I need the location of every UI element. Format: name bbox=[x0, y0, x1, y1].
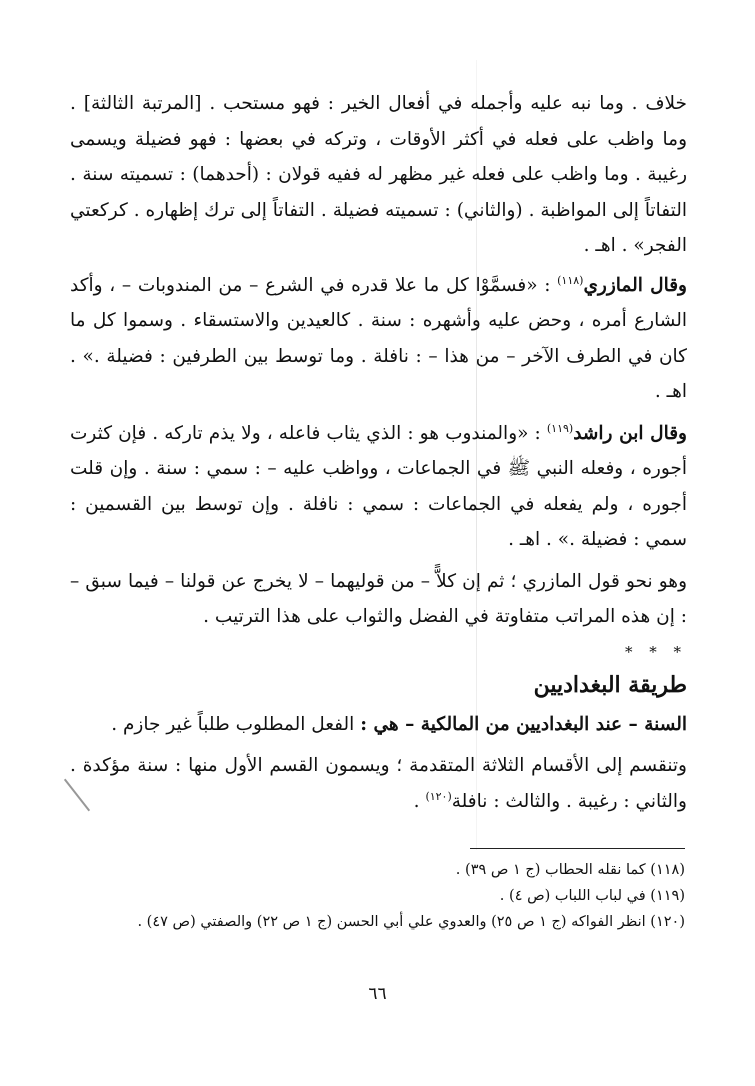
footnote-120: (١٢٠) انظر الفواكه (ج ١ ص ٢٥) والعدوي علي أبي الحسن (ج ١ ص ٢٢) والصفتي (ص ٤٧) . bbox=[137, 914, 685, 930]
divisions-text: وتنقسم إلى الأقسام الثلاثة المتقدمة ؛ ويسمون القسم الأول منها : سنة مؤكدة . والثاني : رغيبة . والثالث : نافلة bbox=[70, 755, 687, 812]
paragraph-definition bbox=[70, 707, 687, 743]
divisions-end: . bbox=[413, 790, 426, 812]
section-divider-stars: * * * bbox=[624, 642, 687, 661]
definition-text: الفعل المطلوب طلباً غير جازم . bbox=[111, 713, 361, 735]
paragraph-mazari bbox=[70, 268, 687, 410]
mazari-lead: وقال المازري bbox=[583, 274, 687, 296]
footnote-ref-120: (١٢٠) bbox=[425, 789, 452, 803]
paragraph-ibn-rashid bbox=[70, 416, 687, 558]
ibn-rashid-quote: : «والمندوب هو : الذي يثاب فاعله ، ولا يذم تاركه . فإن كثرت أجوره ، وفعله النبي ﷺ في الجماعات ، وواظب عليه – : سمي : سنة . وإن قلت أجوره ، ولم يفعله في الجماعات : سمي : نافلة . وإن توسط بين القسمين : سمي : فضيلة .» . اهـ . bbox=[70, 422, 687, 550]
footnote-118: (١١٨) كما نقله الحطاب (ج ١ ص ٣٩) . bbox=[455, 862, 685, 878]
footnote-ref-118: (١١٨) bbox=[557, 273, 584, 287]
footnote-119: (١١٩) في لباب اللباب (ص ٤) . bbox=[499, 888, 685, 904]
page-number: ٦٦ bbox=[368, 984, 387, 1004]
ibn-rashid-lead: وقال ابن راشد bbox=[573, 422, 687, 444]
section-heading: طريقة البغداديين bbox=[533, 671, 687, 698]
footnote-ref-119: (١١٩) bbox=[546, 421, 574, 435]
paragraph-summary: وهو نحو قول المازري ؛ ثم إن كلاًّ – من قوليهما – لا يخرج عن قولنا – فيما سبق – : إن هذه المراتب متفاوتة في الفضل والثواب على هذا الترتيب . bbox=[70, 570, 687, 627]
paragraph-1: خلاف . وما نبه عليه وأجمله في أفعال الخير : فهو مستحب . [المرتبة الثالثة] . وما واظب على فعله في أكثر الأوقات ، وتركه في بعضها : فهو فضيلة ويسمى رغيبة . وما واظب على فعله غير مظهر له ففيه قولان : (أحدهما) : تسميته سنة . التفاتاً إلى المواظبة . (والثاني) : تسميته فضيلة . التفاتاً إلى ترك إظهاره . كركعتي الفجر» . اهـ . bbox=[70, 93, 687, 256]
definition-lead: السنة – عند البغداديين من المالكية – هي : bbox=[360, 713, 687, 735]
mazari-quote: : «فسمَّوْا كل ما علا قدره في الشرع – من المندوبات – ، وأكد الشارع أمره ، وحض عليه وأشهره : سنة . كالعيدين والاستسقاء . وسموا كل ما كان في الطرف الآخر – من هذا – : نافلة . وما توسط بين الطرفين : فضيلة .» . اهـ . bbox=[70, 274, 687, 402]
footnotes bbox=[70, 848, 685, 935]
paragraph-divisions bbox=[70, 748, 687, 819]
main-text bbox=[70, 86, 687, 825]
footnote-rule bbox=[470, 848, 685, 849]
